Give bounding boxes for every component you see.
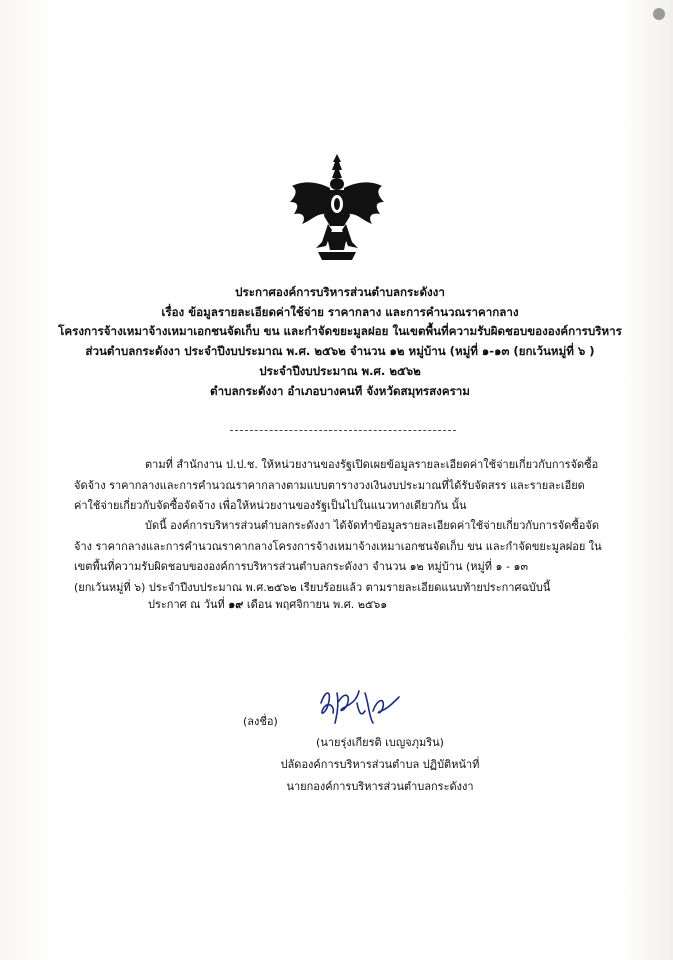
paragraph-1-line: ค่าใช้จ่ายเกี่ยวกับจัดซื้อจัดจ้าง เพื่อให้หน่วยงานของรัฐเป็นไปในแนวทางเดียวกัน นั้น <box>74 499 467 513</box>
subject-line: เรื่อง ข้อมูลรายละเอียดค่าใช้จ่าย ราคากลาง และการคำนวณราคากลาง <box>161 304 519 319</box>
project-line-1: โครงการจ้างเหมาจ้างเหมาเอกชนจัดเก็บ ขน และกำจัดขยะมูลฝอย ในเขตพื้นที่ความรับผิดชอบขององค์การบริหาร <box>58 324 622 339</box>
paragraph-1-line: จัดจ้าง ราคากลางและการคำนวณราคากลางตามแบบตารางวงเงินงบประมาณที่ได้รับจัดสรร และรายละเอียด <box>74 478 585 492</box>
announce-month: เดือน พฤศจิกายน พ.ศ. ๒๕๖๑ <box>246 598 388 611</box>
announcement-header <box>40 283 640 401</box>
corner-dot <box>653 8 665 20</box>
header-divider <box>230 430 456 431</box>
signer-name: (นายรุ่งเกียรติ เบญจภุมริน) <box>316 736 444 749</box>
signer-block <box>250 732 510 798</box>
signer-title-2: นายกองค์การบริหารส่วนตำบลกระดังงา <box>286 780 474 793</box>
fiscal-year-line: ประจำปีงบประมาณ พ.ศ. ๒๕๖๒ <box>259 363 421 378</box>
location-line: ตำบลกระดังงา อำเภอบางคนที จังหวัดสมุทรสงคราม <box>210 383 470 398</box>
paragraph-2-line: (ยกเว้นหมู่ที่ ๖) ประจำปีงบประมาณ พ.ศ.๒๕๖๒ เรียบร้อยแล้ว ตามรายละเอียดแนบท้ายประกาศฉบับนี้ <box>74 580 551 594</box>
announcement-date <box>148 595 387 613</box>
announce-day: ๑๙ <box>228 598 244 611</box>
paragraph-2-line: บัดนี้ องค์การบริหารส่วนตำบลกระดังงา ได้จัดทำข้อมูลรายละเอียดค่าใช้จ่ายเกี่ยวกับการจัดซื้อจัด <box>145 519 600 532</box>
garuda-emblem-icon <box>288 152 386 262</box>
signature-prefix: (ลงชื่อ) <box>243 715 278 728</box>
paragraph-2-line: จ้าง ราคากลางและการคำนวณราคากลางโครงการจ้างเหมาจ้างเหมาเอกชนจัดเก็บ ขน และกำจัดขยะมูลฝอย ใน <box>74 539 602 553</box>
paragraph-1-line: ตามที่ สำนักงาน ป.ป.ช. ให้หน่วยงานของรัฐเปิดเผยข้อมูลรายละเอียดค่าใช้จ่ายเกี่ยวกับการจัดซื้อ <box>145 458 599 471</box>
paragraph-2-line: เขตพื้นที่ความรับผิดชอบขององค์การบริหารส่วนตำบลกระดังงา จำนวน ๑๒ หมู่บ้าน (หมู่ที่ ๑ - ๑๓ <box>74 560 528 574</box>
paragraph-1 <box>74 455 599 517</box>
project-line-2: ส่วนตำบลกระดังงา ประจำปีงบประมาณ พ.ศ. ๒๕๖๒ จำนวน ๑๒ หมู่บ้าน (หมู่ที่ ๑-๑๓ (ยกเว้นหมู่ที่ ๖ ) <box>85 344 595 359</box>
org-title: ประกาศองค์การบริหารส่วนตำบลกระดังงา <box>235 285 445 299</box>
announce-prefix: ประกาศ ณ วันที่ <box>148 598 225 611</box>
paragraph-2 <box>74 516 602 598</box>
handwritten-signature <box>315 683 405 728</box>
signer-title-1: ปลัดองค์การบริหารส่วนตำบล ปฏิบัติหน้าที่ <box>280 758 480 771</box>
